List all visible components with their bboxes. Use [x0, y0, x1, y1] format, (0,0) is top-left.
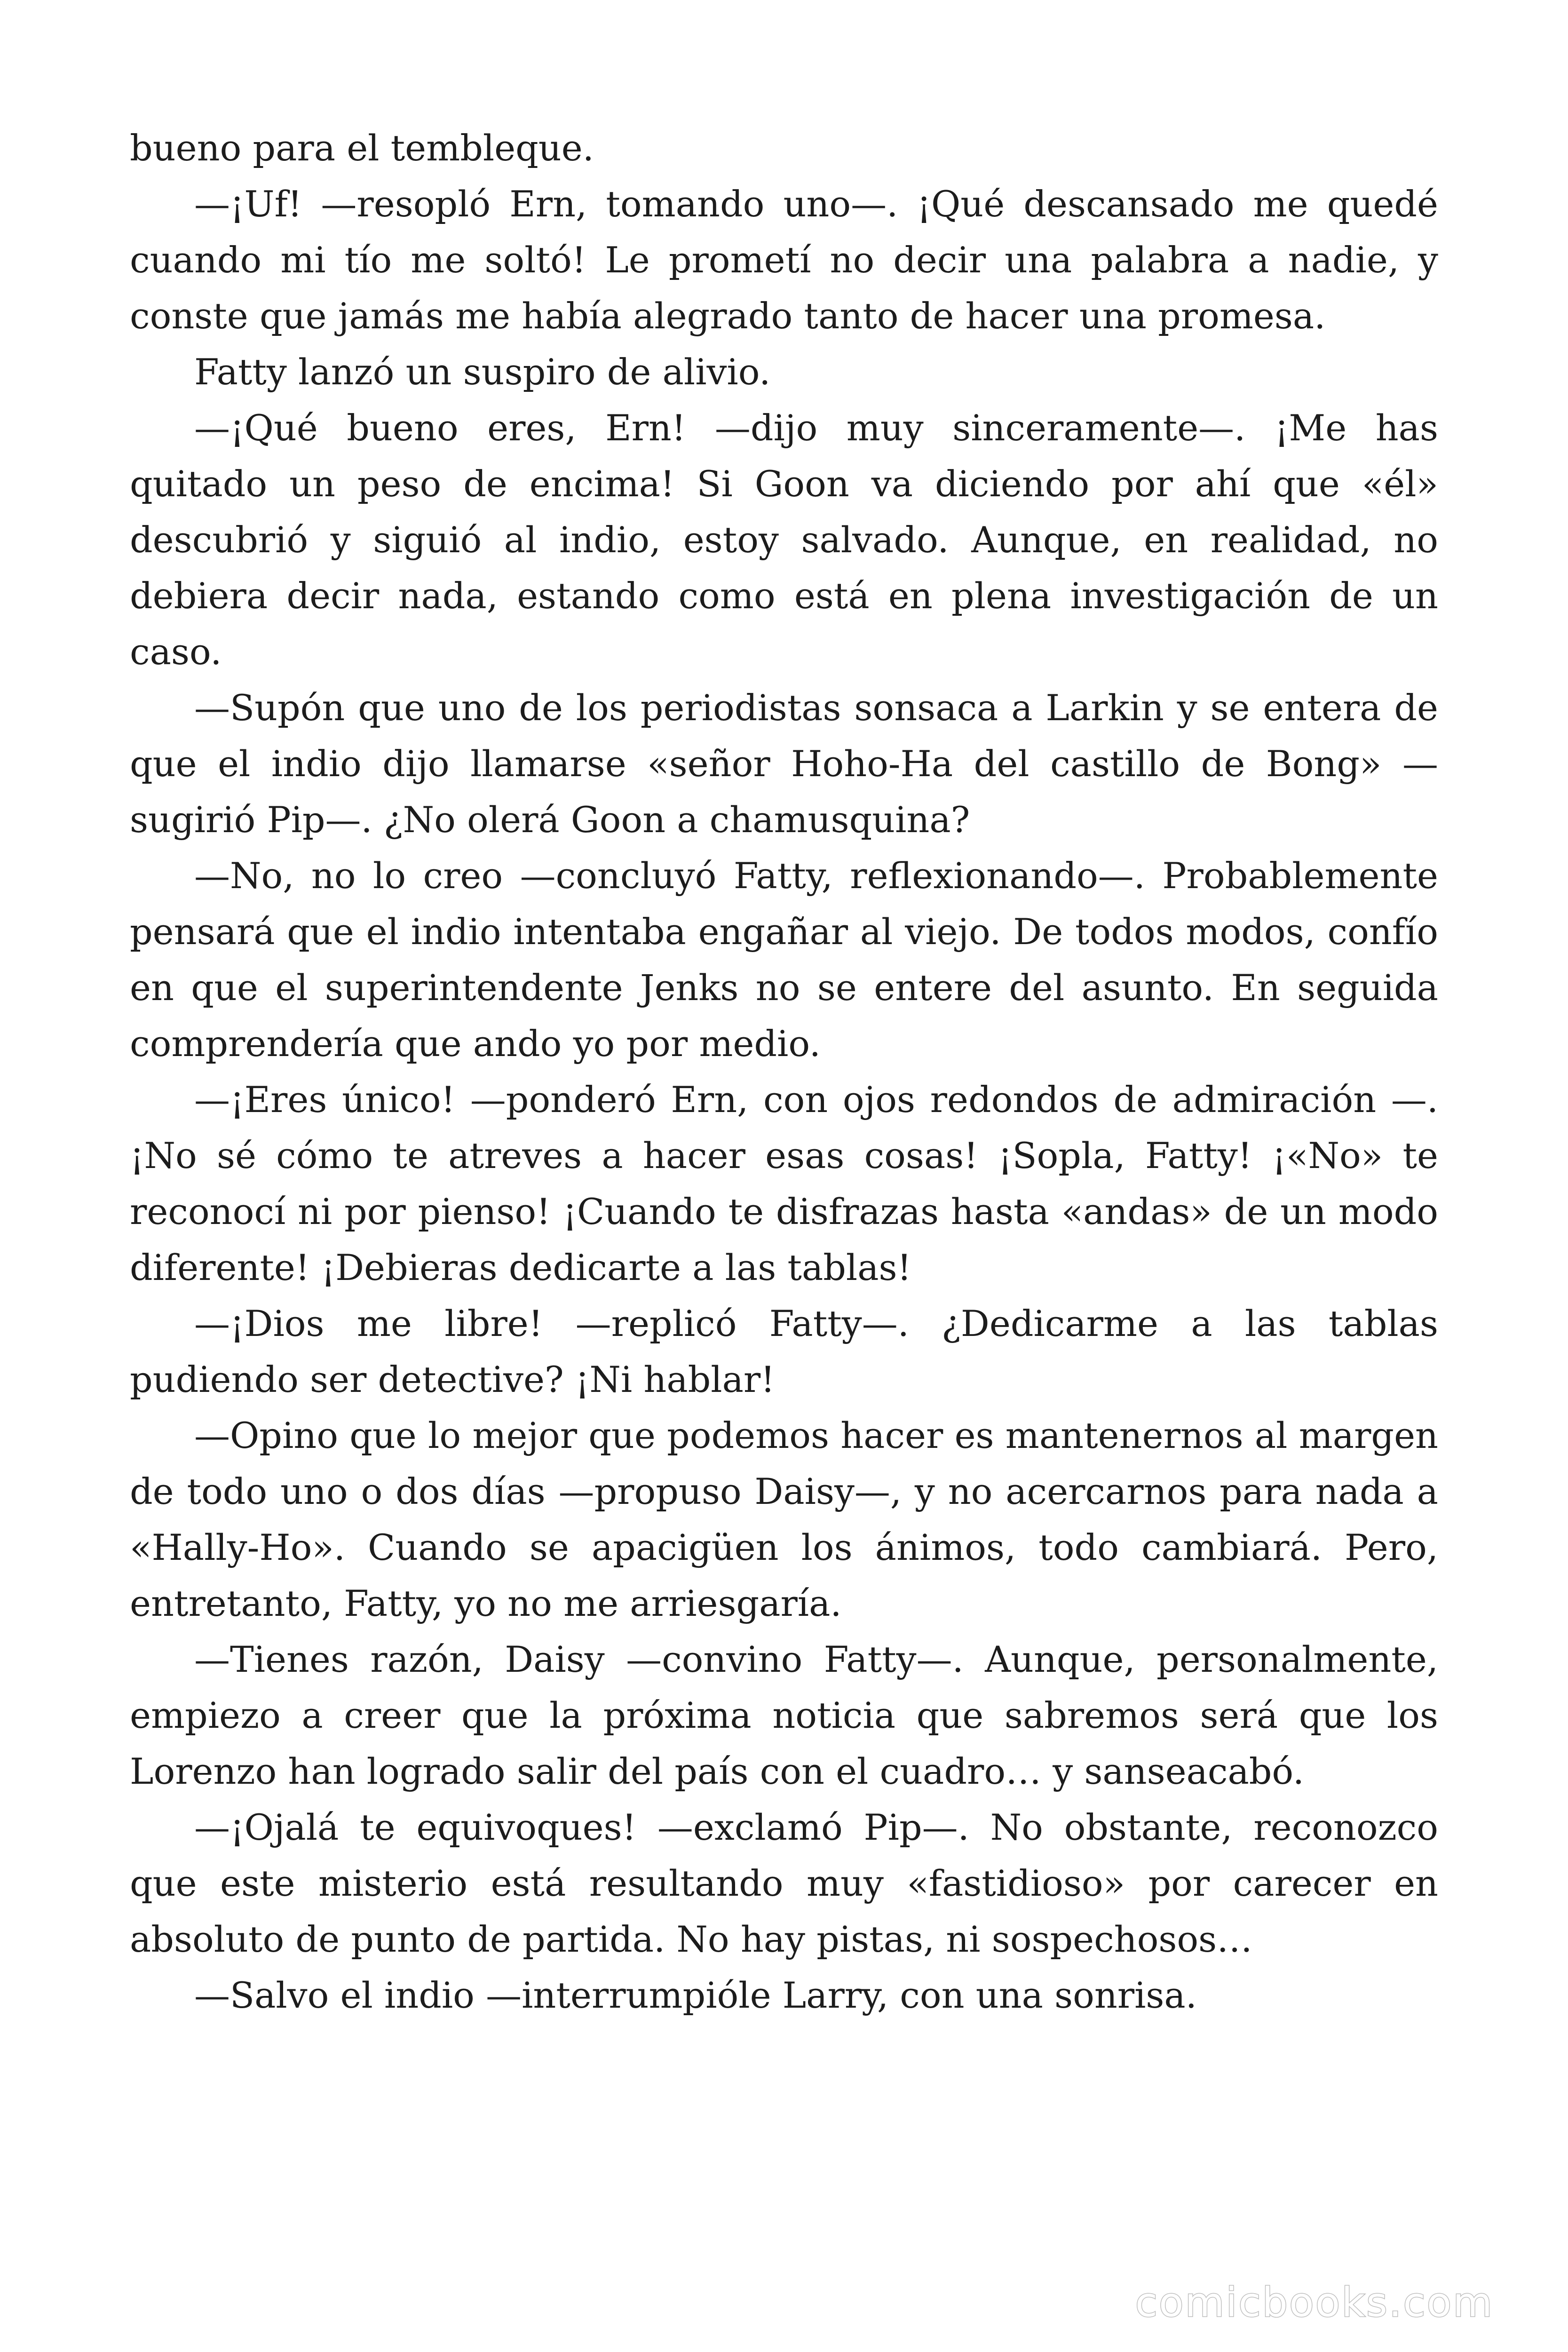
watermark: comicbooks.com — [1135, 2279, 1494, 2326]
paragraph: —No, no lo creo —concluyó Fatty, reflexionando—. Probablemente pensará que el indio intentaba engañar al viejo. De todos modos, confío en que el superintendente Jenks no se entere del asunto. En seguida comprendería que ando yo por medio. — [130, 855, 1438, 1065]
paragraph: —¡Eres único! —ponderó Ern, con ojos redondos de admiración —. ¡No sé cómo te atreves a hacer esas cosas! ¡Sopla, Fatty! ¡«No» te reconocí ni por pienso! ¡Cuando te disfrazas hasta «andas» de un modo diferente! ¡Debieras dedicarte a las tablas! — [130, 1079, 1438, 1288]
paragraph: —¡Ojalá te equivoques! —exclamó Pip—. No obstante, reconozco que este misterio está resultando muy «fastidioso» por carecer en absoluto de punto de partida. No hay pistas, ni sospechosos… — [130, 1806, 1438, 1960]
paragraph: —Tienes razón, Daisy —convino Fatty—. Aunque, personalmente, empiezo a creer que la próxima noticia que sabremos será que los Lorenzo han logrado salir del país con el cuadro… y sanseacabó. — [130, 1638, 1438, 1792]
paragraph: —Supón que uno de los periodistas sonsaca a Larkin y se entera de que el indio dijo llamarse «señor Hoho-Ha del castillo de Bong» —sugirió Pip—. ¿No olerá Goon a chamusquina? — [130, 687, 1438, 841]
paragraph: —¡Dios me libre! —replicó Fatty—. ¿Dedicarme a las tablas pudiendo ser detective? ¡Ni hablar! — [130, 1303, 1438, 1400]
paragraph: —¡Uf! —resopló Ern, tomando uno—. ¡Qué descansado me quedé cuando mi tío me soltó! Le prometí no decir una palabra a nadie, y conste que jamás me había alegrado tanto de hacer una promesa. — [130, 183, 1438, 337]
paragraph-continuation: bueno para el tembleque. — [130, 127, 594, 169]
paragraph: —Opino que lo mejor que podemos hacer es mantenernos al margen de todo uno o dos días —propuso Daisy—, y no acercarnos para nada a «Hally-Ho». Cuando se apacigüen los ánimos, todo cambiará. Pero, entretanto, Fatty, yo no me arriesgaría. — [130, 1414, 1438, 1624]
page-text — [130, 120, 1438, 2023]
paragraph: —Salvo el indio —interrumpióle Larry, con una sonrisa. — [194, 1974, 1197, 2016]
paragraph: —¡Qué bueno eres, Ern! —dijo muy sinceramente—. ¡Me has quitado un peso de encima! Si Goon va diciendo por ahí que «él» descubrió y siguió al indio, estoy salvado. Aunque, en realidad, no debiera decir nada, estando como está en plena investigación de un caso. — [130, 407, 1438, 673]
paragraph: Fatty lanzó un suspiro de alivio. — [194, 351, 771, 393]
